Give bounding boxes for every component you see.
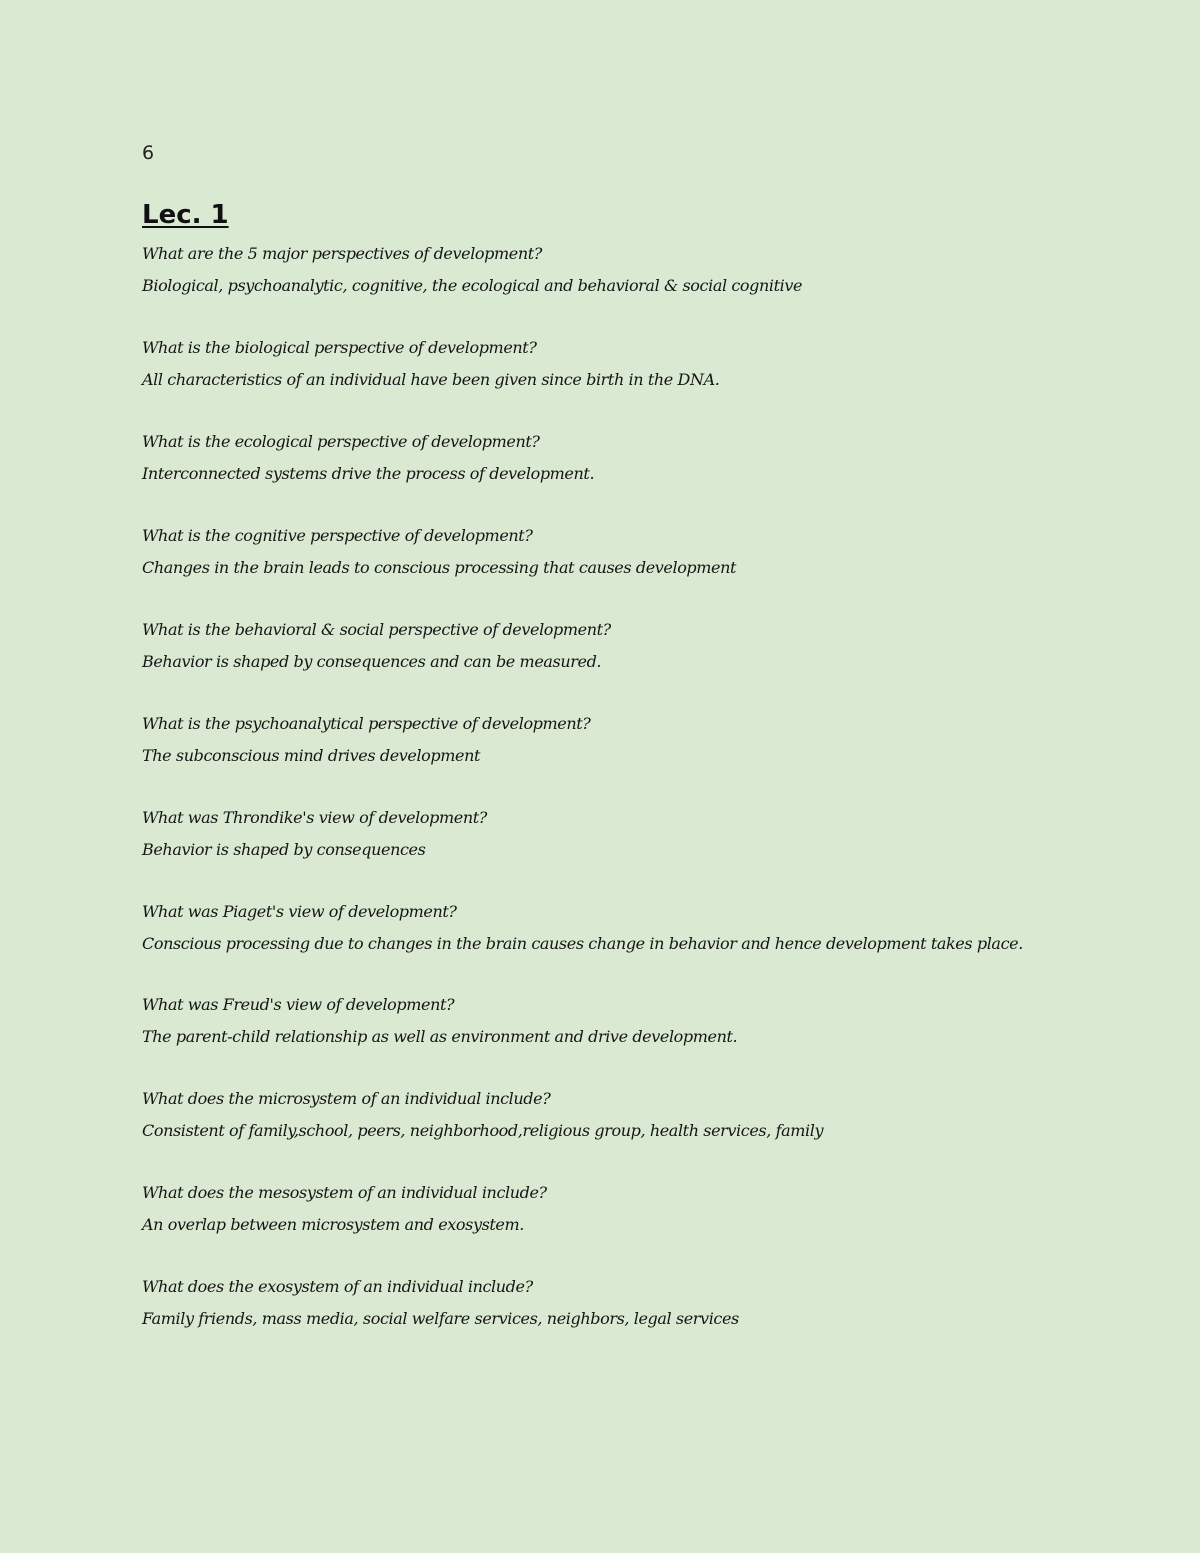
answer-text: Interconnected systems drive the process of development. xyxy=(142,464,595,483)
question-text: What does the microsystem of an individual include? xyxy=(142,1089,551,1108)
answer-text: Behavior is shaped by consequences xyxy=(142,840,426,859)
question-text: What is the psychoanalytical perspective of development? xyxy=(142,714,591,733)
qa-item xyxy=(142,989,1102,1053)
qa-item xyxy=(142,332,1102,396)
answer-text: Behavior is shaped by consequences and can be measured. xyxy=(142,652,602,671)
question-text: What are the 5 major perspectives of development? xyxy=(142,244,542,263)
answer-text: All characteristics of an individual have been given since birth in the DNA. xyxy=(142,370,720,389)
question-text: What does the mesosystem of an individual include? xyxy=(142,1183,547,1202)
question-text: What is the biological perspective of development? xyxy=(142,338,537,357)
qa-item xyxy=(142,1083,1102,1147)
answer-text: An overlap between microsystem and exosystem. xyxy=(142,1215,524,1234)
qa-item xyxy=(142,1271,1102,1335)
page-number: 6 xyxy=(142,142,155,164)
qa-item xyxy=(142,708,1102,772)
qa-item xyxy=(142,614,1102,678)
question-text: What does the exosystem of an individual include? xyxy=(142,1277,533,1296)
lecture-title: Lec. 1 xyxy=(142,200,229,230)
answer-text: Family friends, mass media, social welfare services, neighbors, legal services xyxy=(142,1309,739,1328)
question-text: What is the cognitive perspective of development? xyxy=(142,526,533,545)
qa-item xyxy=(142,802,1102,866)
answer-text: The subconscious mind drives development xyxy=(142,746,481,765)
question-text: What was Freud's view of development? xyxy=(142,995,455,1014)
answer-text: Consistent of family,school, peers, neighborhood,religious group, health services, family xyxy=(142,1121,824,1140)
answer-text: Conscious processing due to changes in the brain causes change in behavior and hence development takes place. xyxy=(142,934,1023,953)
qa-item xyxy=(142,896,1102,960)
answer-text: Changes in the brain leads to conscious processing that causes development xyxy=(142,558,737,577)
answer-text: The parent-child relationship as well as environment and drive development. xyxy=(142,1027,738,1046)
qa-item xyxy=(142,426,1102,490)
qa-item xyxy=(142,520,1102,584)
answer-text: Biological, psychoanalytic, cognitive, the ecological and behavioral & social cognitive xyxy=(142,276,803,295)
qa-item xyxy=(142,238,1102,302)
question-text: What was Piaget's view of development? xyxy=(142,902,457,921)
qa-item xyxy=(142,1177,1102,1241)
question-text: What was Throndike's view of development? xyxy=(142,808,487,827)
question-text: What is the ecological perspective of development? xyxy=(142,432,540,451)
question-text: What is the behavioral & social perspective of development? xyxy=(142,620,611,639)
